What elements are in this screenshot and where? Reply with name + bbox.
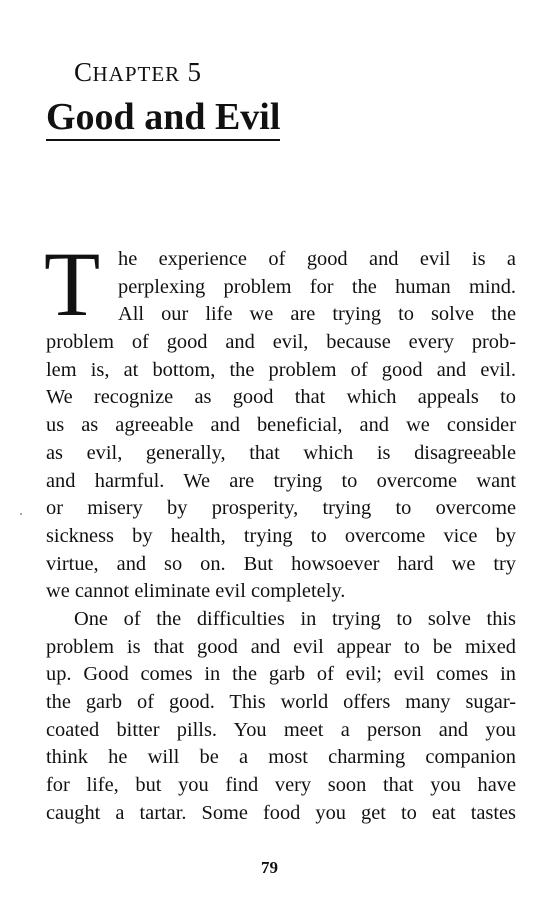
paragraph-2-line: problem is that good and evil appear to be mixed [46,635,516,658]
paragraph-1-line: he experience of good and evil is a [118,248,516,270]
body-text [46,246,516,827]
paragraph-1-line: virtue, and so on. But howsoever hard we try [46,552,516,575]
paragraph-1-line: as evil, generally, that which is disagreeable [46,441,516,464]
chapter-title: Good and Evil [46,95,280,141]
paragraph-2-line: for life, but you find very soon that you have [46,774,516,797]
scan-speck [20,513,22,515]
paragraph-2-line: up. Good comes in the garb of evil; evil comes in [46,663,516,686]
paragraph-2-line: coated bitter pills. You meet a person and you [46,718,516,741]
chapter-label-rest: HAPTER [92,62,181,86]
paragraph-2-line: think he will be a most charming companion [46,746,516,769]
paragraph-1-line: and harmful. We are trying to overcome want [46,469,516,492]
chapter-label-initial: C [74,57,93,87]
paragraph-1-line: perplexing problem for the human mind. [118,275,516,298]
chapter-label [74,56,201,90]
paragraph-1-line: All our life we are trying to solve the [118,303,516,326]
paragraph-2-line: One of the difficulties in trying to solve this [74,607,516,630]
paragraph-2-line: the garb of good. This world offers many sugar- [46,691,516,713]
paragraph-1-line: we cannot eliminate evil completely. [46,580,346,603]
chapter-number: 5 [187,57,202,87]
paragraph-2-line: caught a tartar. Some food you get to eat tastes [46,801,516,824]
paragraph-1-line: or misery by prosperity, trying to overcome [46,497,516,520]
drop-cap: T [44,233,101,335]
paragraph-1-line: problem of good and evil, because every prob- [46,331,516,354]
paragraph-1-line: us as agreeable and beneficial, and we consider [46,414,516,437]
paragraph-1-line: sickness by health, trying to overcome vice by [46,524,516,547]
paragraph-1-line: lem is, at bottom, the problem of good and evil. [46,358,516,381]
page-number: 79 [261,858,278,877]
paragraph-1-line: We recognize as good that which appeals to [46,386,516,409]
